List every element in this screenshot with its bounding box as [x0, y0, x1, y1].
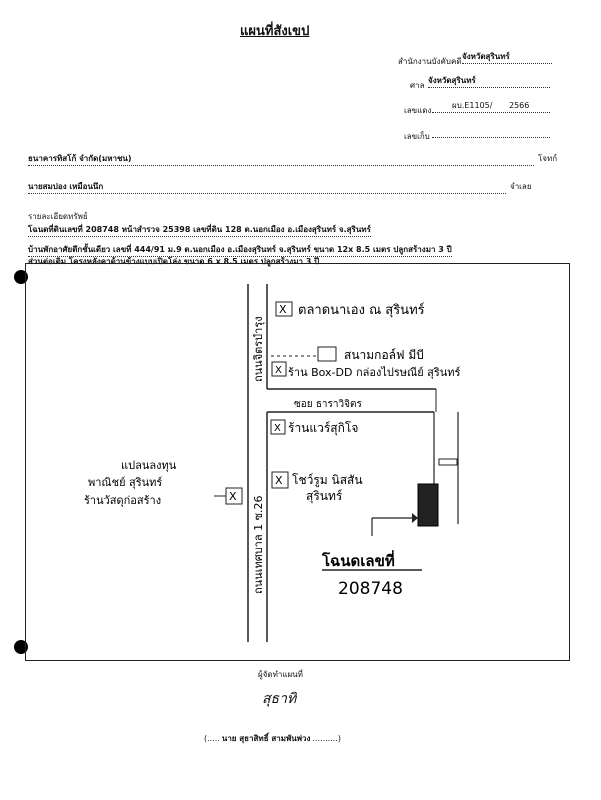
landmark-5-line-2: พาณิชย์ สุรินทร์: [88, 476, 163, 489]
case-black-value: ผบ.E1105/ 2566: [432, 99, 550, 113]
property-line-3: ส่วนต่อเติม โครงหลังคาด้านข้างแบบเปิดโล่ง ขนาด 6 x 8.5 เมตร ปลูกสร้างมา 3 ปี: [28, 257, 320, 266]
property-line-1: โฉนดที่ดินเลขที่ 208748 หน้าสำรวจ 25398 เลขที่ดิน 128 ต.นอกเมือง อ.เมืองสุรินทร์ จ.สุรินทร์: [28, 223, 371, 237]
marker-x-4: X: [274, 423, 281, 434]
landmark-5-line-1: แปลนลงทุน: [121, 459, 177, 472]
plaintiff-name: ธนาคารทิสโก้ จำกัด(มหาชน): [28, 152, 534, 166]
map-frame: [25, 263, 570, 661]
landmark-label-4: ร้านแวร์สุกิโจ: [288, 421, 359, 435]
case-storage-value: [432, 126, 550, 138]
maker-label: ผู้จัดทำแผนที่: [258, 670, 303, 679]
defendant-name: นายสมปอง เหมือนนึก: [28, 180, 506, 194]
marker-x-3: X: [275, 365, 282, 376]
marker-x-1: X: [279, 303, 287, 316]
office-value: จังหวัดสุรินทร์: [462, 50, 552, 64]
marker-x-6: X: [275, 474, 283, 487]
plaintiff-role: โจทก์: [538, 154, 558, 163]
office-label: สำนักงานบังคับคดี: [398, 57, 462, 66]
deed-label: โฉนดเลขที่: [322, 552, 395, 570]
landmark-label-3: ร้าน Box-DD กล่องไปรษณีย์ สุรินทร์: [288, 366, 461, 379]
pointer-arrow-head: [412, 513, 418, 523]
deed-number: 208748: [338, 579, 403, 599]
landmark-6-line-2: สุรินทร์: [306, 489, 343, 503]
soi-label: ซอย ธาราวิจิตร: [294, 399, 362, 410]
landmark-6-line-1: โชว์รูม นิสสัน: [292, 473, 363, 487]
landmark-label-1: ตลาดนาเอง ณ สุรินทร์: [298, 303, 425, 318]
landmark-label-2: สนามกอล์ฟ มีบี: [344, 348, 424, 362]
page-title: แผนที่สังเขป: [240, 24, 310, 39]
road-label-bottom: ถนนเทศบาล 1 ซ.26: [252, 495, 265, 594]
case-black-label: เลขแดง: [404, 106, 432, 115]
marker-box-2: [318, 347, 336, 361]
map-sketch: [26, 264, 569, 660]
marker-x-5: X: [229, 490, 237, 503]
lane-gate: [439, 459, 457, 465]
property-block: [418, 484, 438, 526]
maker-signature: สุธาทิ: [262, 691, 297, 707]
property-heading: รายละเอียดทรัพย์: [28, 212, 88, 221]
property-line-2: บ้านพักอาศัยตึกชั้นเดียว เลขที่ 444/91 ม.9 ต.นอกเมือง อ.เมืองสุรินทร์ จ.สุรินทร์ ขนาด 12x 8.5 เมตร ปลูกสร้างมา 3 ปี: [28, 243, 452, 257]
maker-name-line: (..... นาย สุธาสิทธิ์ สามพันพ่วง ..........): [204, 734, 341, 743]
court-label: ศาล: [410, 81, 425, 90]
case-storage-label: เลขเก็บ: [404, 132, 430, 141]
landmark-5-line-3: ร้านวัสดุก่อสร้าง: [84, 494, 162, 507]
road-label-top: ถนนจิตรบำรุง: [252, 316, 265, 382]
court-value: จังหวัดสุรินทร์: [428, 74, 550, 88]
defendant-role: จำเลย: [510, 182, 532, 191]
